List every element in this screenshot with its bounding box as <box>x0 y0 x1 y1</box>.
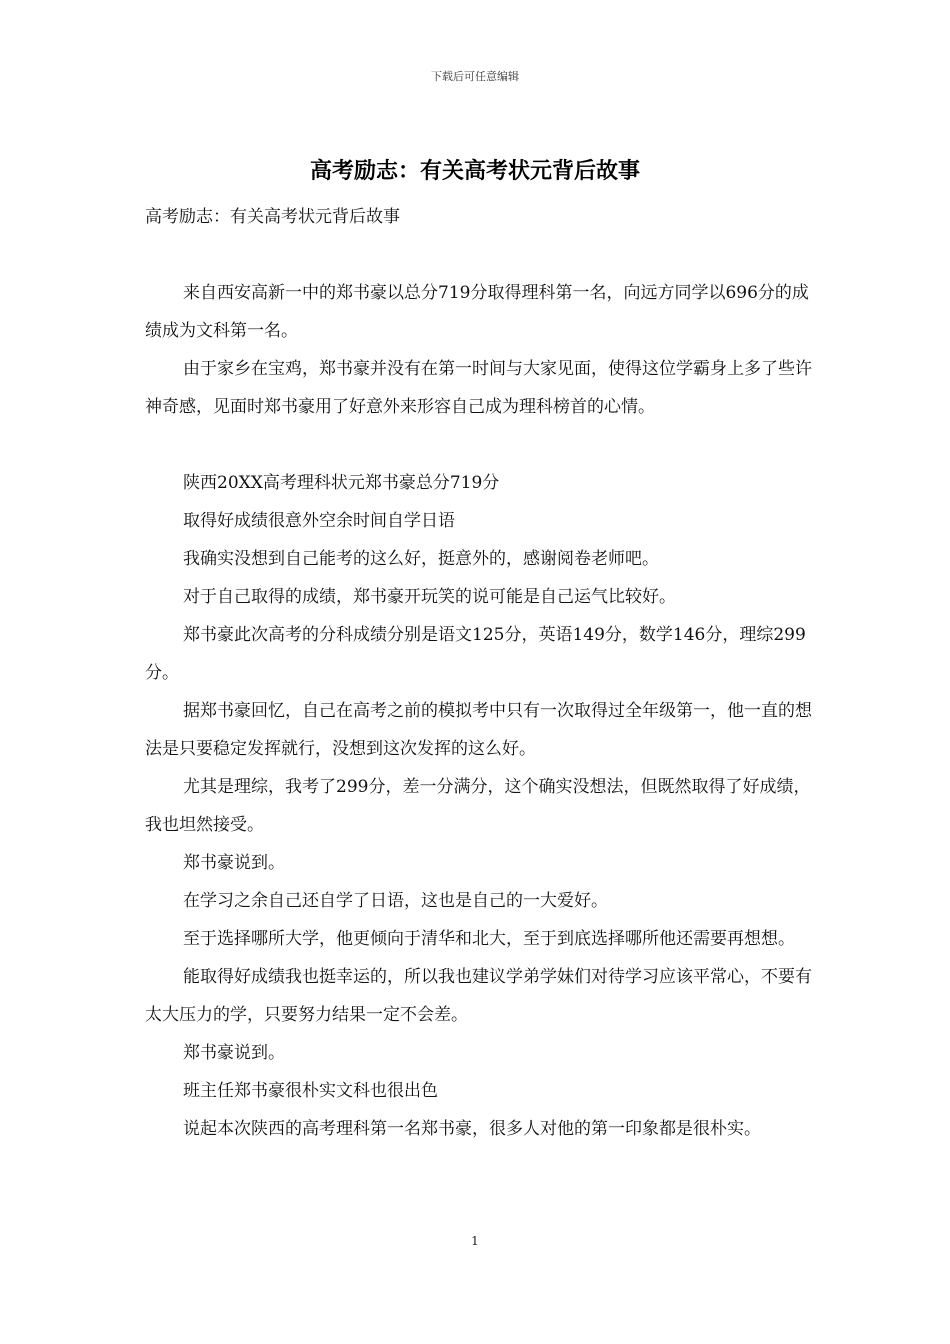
blank-line <box>145 236 815 274</box>
paragraph: 我确实没想到自己能考的这么好，挺意外的，感谢阅卷老师吧。 <box>183 549 659 569</box>
section-heading: 班主任郑书豪很朴实文科也很出色 <box>183 1081 438 1101</box>
document-body <box>145 198 815 1148</box>
paragraph: 尤其是理综，我考了299分，差一分满分，这个确实没想法，但既然取得了好成绩，我也坦然接受。 <box>145 777 811 835</box>
header-note: 下载后可任意编辑 <box>431 70 519 83</box>
section-heading: 陕西20XX高考理科状元郑书豪总分719分 <box>183 473 500 493</box>
paragraph: 据郑书豪回忆，自己在高考之前的模拟考中只有一次取得过全年级第一，他一直的想法是只要稳定发挥就行，没想到这次发挥的这么好。 <box>145 701 812 759</box>
blank-line <box>145 426 815 464</box>
paragraph: 对于自己取得的成绩，郑书豪开玩笑的说可能是自己运气比较好。 <box>183 587 676 607</box>
paragraph: 说起本次陕西的高考理科第一名郑书豪，很多人对他的第一印象都是很朴实。 <box>183 1119 761 1139</box>
paragraph: 郑书豪说到。 <box>183 1043 285 1063</box>
paragraph: 在学习之余自己还自学了日语，这也是自己的一大爱好。 <box>183 891 608 911</box>
paragraph: 郑书豪说到。 <box>183 853 285 873</box>
paragraph: 郑书豪此次高考的分科成绩分别是语文125分，英语149分，数学146分，理综299分。 <box>145 625 806 683</box>
page-number: 1 <box>471 1234 479 1248</box>
paragraph: 来自西安高新一中的郑书豪以总分719分取得理科第一名，向远方同学以696分的成绩成为文科第一名。 <box>145 283 809 341</box>
document-subtitle: 高考励志：有关高考状元背后故事 <box>145 207 400 227</box>
document-title: 高考励志：有关高考状元背后故事 <box>309 158 640 184</box>
paragraph: 能取得好成绩我也挺幸运的，所以我也建议学弟学妹们对待学习应该平常心，不要有太大压力的学，只要努力结果一定不会差。 <box>145 967 812 1025</box>
paragraph: 由于家乡在宝鸡，郑书豪并没有在第一时间与大家见面，使得这位学霸身上多了些许神奇感，见面时郑书豪用了好意外来形容自己成为理科榜首的心情。 <box>145 359 812 417</box>
section-heading: 取得好成绩很意外空余时间自学日语 <box>183 511 455 531</box>
paragraph: 至于选择哪所大学，他更倾向于清华和北大，至于到底选择哪所他还需要再想想。 <box>183 929 795 949</box>
